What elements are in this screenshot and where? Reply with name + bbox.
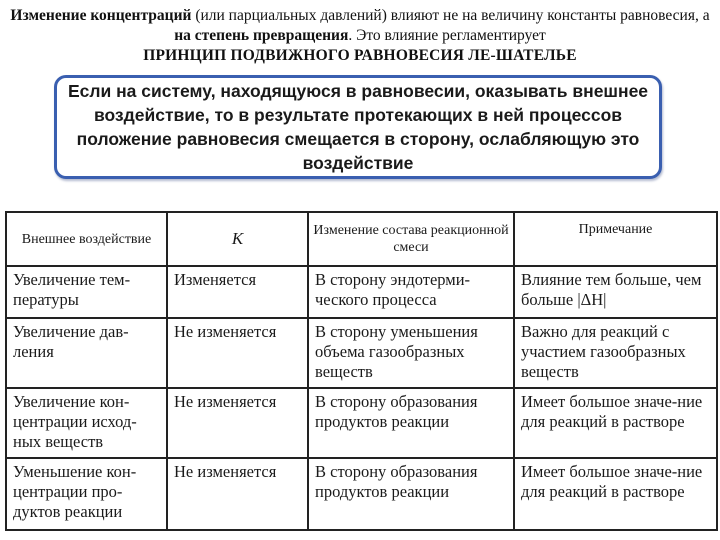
header-composition-change: Изменение состава реакционной смеси xyxy=(308,212,514,266)
intro-paragraph xyxy=(8,6,712,66)
intro-text-4: . Это влияние регламентирует xyxy=(348,27,546,44)
intro-bold-conversion: на степень превращения xyxy=(174,27,349,44)
intro-text-2: (или парциальных давлений) влияют не на величину константы равновесия, а xyxy=(191,7,710,24)
cell-external: Увеличение тем-пературы xyxy=(6,266,167,318)
table-row xyxy=(6,266,717,318)
table-row xyxy=(6,318,717,388)
header-external-action: Внешнее воздействие xyxy=(6,212,167,266)
cell-k: Не изменяется xyxy=(167,458,308,530)
cell-note: Влияние тем больше, чем больше |ΔH| xyxy=(514,266,717,318)
cell-note: Важно для реакций с участием газообразных веществ xyxy=(514,318,717,388)
equilibrium-shift-table xyxy=(5,211,718,531)
cell-k: Изменяется xyxy=(167,266,308,318)
table-row xyxy=(6,458,717,530)
cell-k: Не изменяется xyxy=(167,388,308,458)
header-k-label: K xyxy=(231,228,244,248)
table-header-row xyxy=(6,212,717,266)
cell-note: Имеет большое значе-ние для реакций в растворе xyxy=(514,388,717,458)
table-row xyxy=(6,388,717,458)
principle-title: ПРИНЦИП ПОДВИЖНОГО РАВНОВЕСИЯ ЛЕ-ШАТЕЛЬЕ xyxy=(143,47,577,64)
cell-composition: В сторону образования продуктов реакции xyxy=(308,388,514,458)
cell-external: Увеличение кон-центрации исход-ных веществ xyxy=(6,388,167,458)
cell-external: Увеличение дав-ления xyxy=(6,318,167,388)
intro-bold-concentrations: Изменение концентраций xyxy=(10,7,192,24)
cell-composition: В сторону уменьшения объема газообразных веществ xyxy=(308,318,514,388)
cell-k: Не изменяется xyxy=(167,318,308,388)
cell-composition: В сторону образования продуктов реакции xyxy=(308,458,514,530)
le-chatelier-rule-box xyxy=(54,75,662,179)
le-chatelier-rule-text: Если на систему, находящуюся в равновесии, оказывать внешнее воздействие, то в результате протекающих в ней процессов положение равновесия смещается в сторону, ослабляющую это воздействие xyxy=(67,81,649,173)
cell-external: Уменьшение кон-центрации про-дуктов реакции xyxy=(6,458,167,530)
header-note: Примечание xyxy=(514,212,717,266)
intro-text xyxy=(8,6,712,46)
header-k xyxy=(167,212,308,266)
cell-note: Имеет большое значе-ние для реакций в растворе xyxy=(514,458,717,530)
cell-composition: В сторону эндотерми-ческого процесса xyxy=(308,266,514,318)
